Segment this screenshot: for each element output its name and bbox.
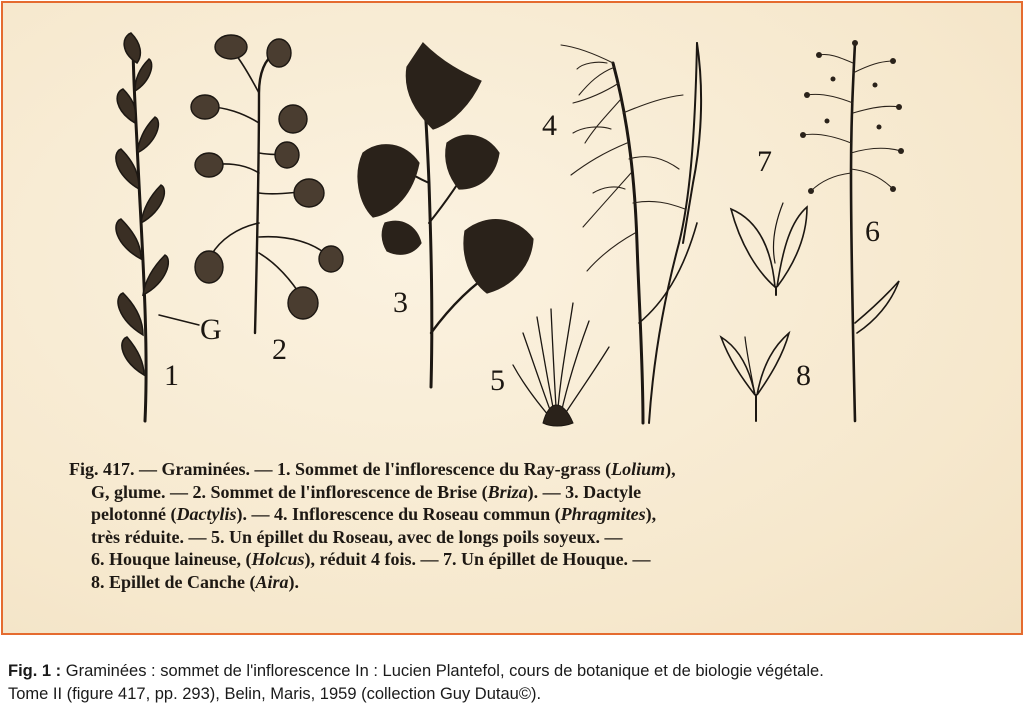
- legend-taxon: Phragmites: [560, 504, 646, 525]
- holcus-spikelet-drawing: [731, 203, 807, 295]
- legend-text: très réduite. — 5. Un épillet du Roseau, avec de longs poils soyeux. —: [91, 526, 623, 547]
- label-7: 7: [757, 145, 772, 178]
- legend-text: ),: [645, 504, 657, 525]
- label-glume: G: [200, 313, 222, 346]
- lolium-spike-drawing: [116, 33, 199, 421]
- reed-spikelet-drawing: [513, 303, 609, 426]
- legend-taxon: Lolium: [611, 459, 666, 479]
- legend-taxon: Dactylis: [176, 504, 237, 525]
- label-5: 5: [490, 364, 505, 397]
- legend-text: pelotonné (: [91, 504, 177, 525]
- aira-spikelet-drawing: [721, 333, 789, 421]
- caption-line-1: Graminées : sommet de l'inflorescence In : Lucien Plantefol, cours de botanique et de biologie végétale.: [61, 662, 824, 680]
- label-8: 8: [796, 359, 811, 392]
- briza-drawing: [191, 35, 343, 333]
- legend-text: Fig. 417. — Graminées. — 1. Sommet de l'inflorescence du Ray-grass (: [69, 459, 612, 479]
- legend-text: ),: [665, 459, 676, 479]
- legend-text: 6. Houque laineuse, (: [91, 549, 252, 570]
- label-4: 4: [542, 109, 557, 142]
- figure-plate: [1, 1, 1023, 635]
- caption-lead: Fig. 1 :: [8, 662, 62, 680]
- label-3: 3: [393, 286, 408, 319]
- legend-text: ). — 3. Dactyle: [527, 481, 642, 502]
- figure-caption: [8, 660, 1020, 706]
- legend-taxon: Aira: [255, 571, 289, 592]
- figure-legend: [69, 458, 959, 594]
- label-6: 6: [865, 215, 880, 248]
- holcus-drawing: [800, 40, 904, 421]
- legend-taxon: Briza: [487, 481, 528, 502]
- dactylis-drawing: [358, 43, 533, 387]
- legend-text: ).: [288, 571, 300, 592]
- legend-text: 8. Epillet de Canche (: [91, 571, 256, 592]
- legend-text: ), réduit 4 fois. — 7. Un épillet de Houque. —: [304, 549, 651, 570]
- caption-line-2: Tome II (figure 417, pp. 293), Belin, Maris, 1959 (collection Guy Dutau©).: [8, 685, 542, 703]
- phragmites-drawing: [561, 43, 701, 423]
- legend-text: ). — 4. Inflorescence du Roseau commun (: [236, 504, 561, 525]
- legend-taxon: Holcus: [251, 549, 305, 570]
- legend-text: G, glume. — 2. Sommet de l'inflorescence de Brise (: [91, 481, 488, 502]
- label-2: 2: [272, 333, 287, 366]
- label-1: 1: [164, 359, 179, 392]
